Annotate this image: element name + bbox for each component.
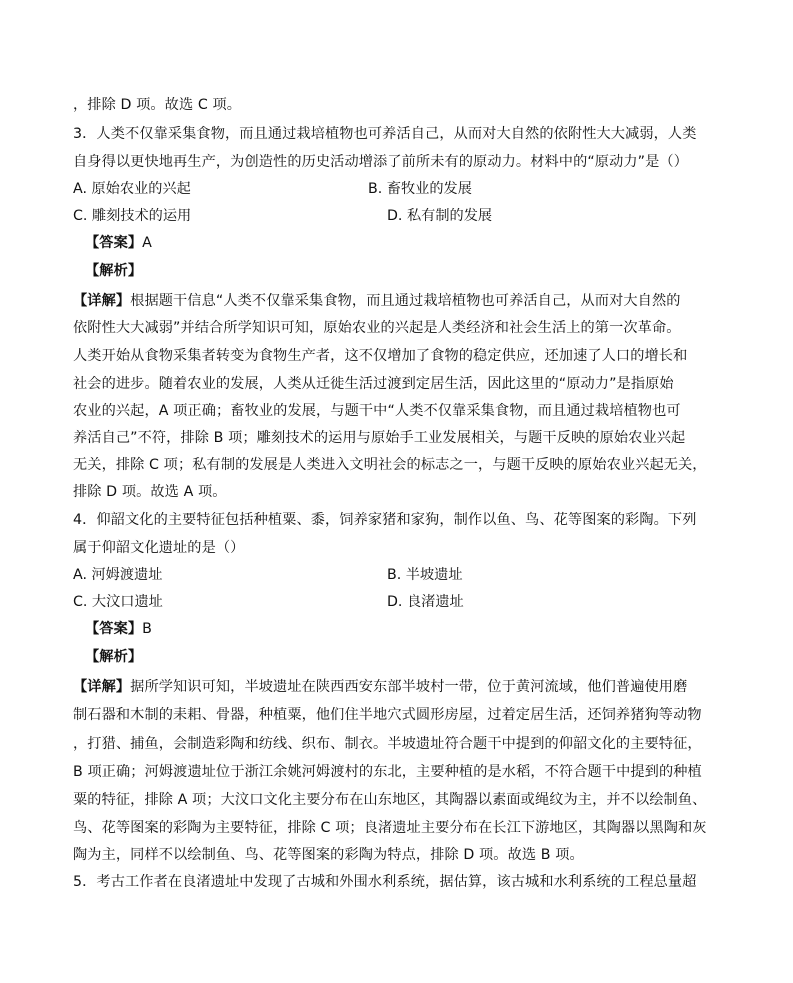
q4-detail-line-6: 鸟、花等图案的彩陶为主要特征，排除 C 项；良渚遗址主要分布在长江下游地区，其陶器以黑陶和灰 [73, 820, 707, 836]
q4-detail-line-3: ，打猎、捕鱼，会制造彩陶和纺线、织布、制衣。半坡遗址符合题干中提到的仰韶文化的主要特征， [73, 736, 702, 752]
q3-answer-value: A [142, 235, 152, 251]
q3-option-d: D. 私有制的发展 [387, 208, 493, 224]
q3-option-b: B. 畜牧业的发展 [368, 181, 472, 197]
q3-detail-line-5: 农业的兴起，A 项正确；畜牧业的发展，与题干中“人类不仅靠采集食物，而且通过栽培植物也可 [73, 403, 681, 419]
q4-answer-tag: 【答案】 [85, 621, 143, 637]
q3-detail-line-6: 养活自己”不符，排除 B 项；雕刻技术的运用与原始手工业发展相关，与题干反映的原始农业兴起 [73, 430, 686, 446]
q3-detail-tag: 【详解】 [73, 293, 131, 309]
q3-detail-line-7: 无关，排除 C 项；私有制的发展是人类进入文明社会的标志之一，与题干反映的原始农业兴起无关， [73, 457, 707, 473]
q4-detail-tag: 【详解】 [73, 679, 131, 695]
q3-option-c: C. 雕刻技术的运用 [73, 208, 192, 224]
q4-detail-line-7: 陶为主，同样不以绘制鱼、鸟、花等图案的彩陶为特点，排除 D 项。故选 B 项。 [73, 847, 584, 863]
q3-detail-line-3: 人类开始从食物采集者转变为食物生产者，这不仅增加了食物的稳定供应，还加速了人口的增长和 [73, 348, 688, 364]
q4-stem-line-1: 4．仰韶文化的主要特征包括种植粟、黍，饲养家猪和家狗，制作以鱼、鸟、花等图案的彩陶。下列 [73, 512, 697, 528]
q3-stem-line-2: 自身得以更快地再生产，为创造性的历史活动增添了前所未有的原动力。材料中的“原动力”是（） [73, 154, 688, 170]
q3-answer-tag: 【答案】 [85, 235, 143, 251]
q3-option-a: A. 原始农业的兴起 [73, 181, 191, 197]
q4-answer-line [85, 619, 152, 639]
q4-detail-line-5: 粟的特征，排除 A 项；大汶口文化主要分布在山东地区，其陶器以素面或绳纹为主，并不以绘制鱼、 [73, 792, 707, 808]
q3-stem-line-1: 3．人类不仅靠采集食物，而且通过栽培植物也可养活自己，从而对大自然的依附性大大减弱，人类 [73, 126, 697, 142]
q3-detail-line-1: 【详解】根据题干信息“人类不仅靠采集食物，而且通过栽培植物也可养活自己，从而对大自然的 [73, 293, 681, 309]
q4-option-a: A. 河姆渡遗址 [73, 567, 163, 583]
q4-option-c: C. 大汶口遗址 [73, 594, 163, 610]
q4-answer-value: B [142, 621, 152, 637]
q3-detail-line-4: 社会的进步。随着农业的发展，人类从迁徙生活过渡到定居生活，因此这里的“原动力”是指原始 [73, 376, 674, 392]
q4-detail-line-1: 【详解】据所学知识可知，半坡遗址在陕西西安东部半坡村一带，位于黄河流域，他们普遍使用磨 [73, 679, 688, 695]
q4-option-d: D. 良渚遗址 [387, 594, 464, 610]
q3-detail-line-8: 排除 D 项。故选 A 项。 [73, 484, 227, 500]
q3-detail-line-2: 依附性大大减弱”并结合所学知识可知，原始农业的兴起是人类经济和社会生活上的第一次革命。 [73, 320, 681, 336]
q4-stem-line-2: 属于仰韶文化遗址的是（） [73, 540, 245, 556]
q4-detail-line-2: 制石器和木制的耒耜、骨器，种植粟，他们住半地穴式圆形房屋，过着定居生活，还饲养猪狗等动物 [73, 707, 702, 723]
q4-detail-line-4: B 项正确；河姆渡遗址位于浙江余姚河姆渡村的东北，主要种植的是水稻，不符合题干中提到的种植 [73, 764, 702, 780]
q4-analysis-tag: 【解析】 [85, 649, 143, 665]
intro-line: ，排除 D 项。故选 C 项。 [73, 97, 242, 113]
q3-answer-line [85, 233, 152, 253]
q4-option-b: B. 半坡遗址 [387, 567, 463, 583]
q5-stem-line-1: 5．考古工作者在良渚遗址中发现了古城和外围水利系统，据估算，该古城和水利系统的工程总量超 [73, 874, 697, 890]
q3-analysis-tag: 【解析】 [85, 263, 143, 279]
